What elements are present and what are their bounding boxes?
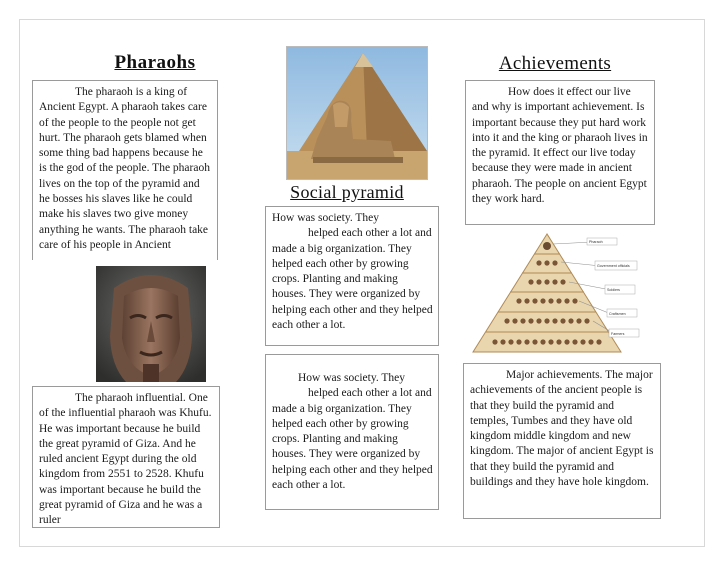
- social-pyramid-box-2: [265, 354, 439, 510]
- diagram-label-craftsmen: Craftsmen: [609, 312, 626, 316]
- social-box1-first-line: How was society. They: [272, 212, 379, 224]
- social-box2-first-line: How was society. They: [298, 372, 405, 384]
- achievements-effect-box: [465, 80, 655, 225]
- achievements-major-box: [463, 363, 661, 519]
- diagram-label-soldiers: Soldiers: [607, 288, 620, 292]
- social-pyramid-diagram: [469, 230, 654, 354]
- pharaoh-statue-photo: [96, 266, 206, 382]
- diagram-label-pharaoh: Pharaoh: [589, 240, 603, 244]
- pharaoh-influential-box: [32, 386, 220, 528]
- pharaohs-heading: Pharaohs: [114, 52, 196, 73]
- social-pyramid-box-1: [265, 206, 439, 346]
- achievements-major-text: Major achievements. The major achievements of the ancient people is that they build the pyramid and temples, Tumbes and they have old kingdom middle kingdom and new kingdom. The major of ancient Egypt is that they build the pyramid and buildings and they have hole kingdom.: [470, 369, 654, 489]
- achievements-effect-text: How does it effect our live and why is important achievement. Is important because they put hard work into it and the king or pharaoh lives in the pyramid. It effect our live today because they were made in ancient pharaoh. The people on ancient Egypt they work hard.: [472, 86, 648, 206]
- pharaoh-intro-box: [32, 80, 218, 260]
- pharaoh-influential-text: The pharaoh influential. One of the influential pharaoh was Khufu. He was important because he build the great pyramid of Giza. And he ruled ancient Egypt during the old kingdom from 2551 to 2528. Khufu was important because he build the great pyramid of Giza and he was a ruler: [39, 392, 212, 527]
- social-pyramid-heading: Social pyramid: [290, 182, 404, 202]
- diagram-label-officials: Government officials: [597, 264, 630, 268]
- pharaoh-intro-text: The pharaoh is a king of Ancient Egypt. A pharaoh takes care of the people to the people not get hurt. The pharaoh gets blamed when some thing bad happens because he is the god of the people. The pharaoh lives on the top of the pyramid and he bosses his slaves like he could make his slaves two give money anything he wants. The pharaoh take care of his people in Ancient: [39, 86, 210, 251]
- social-box1-text: helped each other a lot and made a big organization. They helped each other by growing crops. Planting and making houses. They were organized by helping each other and they helped each other a lot.: [272, 227, 433, 332]
- diagram-label-farmers: Farmers: [611, 332, 625, 336]
- achievements-heading: Achievements: [498, 53, 612, 74]
- sphinx-pyramid-photo: [286, 46, 428, 180]
- social-box2-text: helped each other a lot and made a big organization. They helped each other by growing crops. Planting and making houses. They were organized by helping each other and they helped each other a lot.: [272, 387, 433, 492]
